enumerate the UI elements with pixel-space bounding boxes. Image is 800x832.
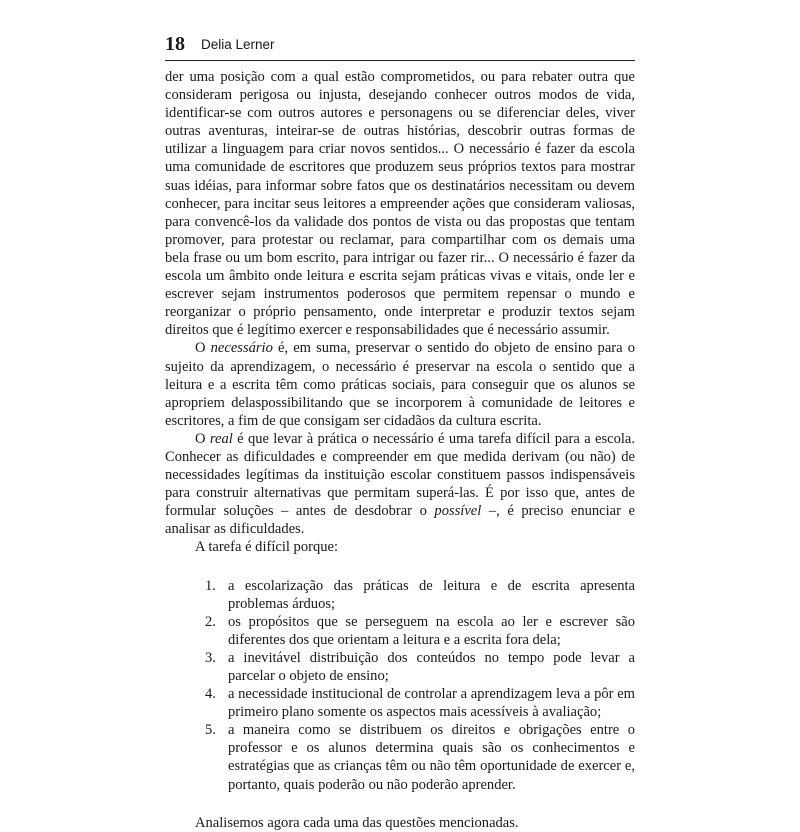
emphasis-real: real <box>209 430 233 447</box>
list-item <box>165 649 635 685</box>
paragraph-3-end: –, é preciso enunciar e analisar as dificuldades. <box>165 503 635 538</box>
list-item-text: a inevitável distribuição dos conteúdos no tempo pode levar a parcelar o objeto de ensino; <box>228 649 635 684</box>
paragraph-2-start: O <box>195 340 211 357</box>
task-intro: A tarefa é difícil porque: <box>195 539 338 556</box>
list-item <box>165 721 635 793</box>
emphasis-possivel: possível <box>434 503 482 520</box>
list-item-number: 3. <box>205 649 216 666</box>
closing-sentence: Analisemos agora cada uma das questões mencionadas. <box>195 814 519 831</box>
list-item-number: 4. <box>205 686 216 703</box>
list-item-text: os propósitos que se perseguem na escola ao ler e escrever são diferentes dos que orientam a leitura e a escrita fora dela; <box>228 613 635 648</box>
list-item <box>165 685 635 721</box>
paragraph-3-mid: é que levar à prática o necessário é uma tarefa difícil para a escola. Conhecer as dificuldades e compreender em que medida derivam (ou não) de necessidades legítimas da instituição escolar constituem passos indispensáveis para construir alternativas que permitam superá-las. É por isso que, antes de formular soluções – antes de desdobrar o <box>165 430 635 520</box>
page-number: 18 <box>165 33 185 55</box>
list-item-number: 2. <box>205 613 216 630</box>
list-item-text: a maneira como se distribuem os direitos e obrigações entre o professor e os alunos determina quais são os conhecimentos e estratégias que as crianças têm ou não têm oportunidade de exercer e, portanto, quais poderão ou não poderão aprender. <box>228 722 635 793</box>
paragraph-3 <box>165 430 635 539</box>
paragraph-2 <box>165 339 635 429</box>
list-item <box>165 577 635 613</box>
list-item-number: 1. <box>205 577 216 594</box>
paragraph-2-rest: é, em suma, preservar o sentido do objeto de ensino para o sujeito da aprendizagem, o necessário é preservar na escola o sentido que a leitura e a escrita têm como práticas sociais, para conseguir que os alunos se apropriem delaspossibilitando que se incorporem à comunidade de leitores e escritores, a fim de que consigam ser cidadãos da cultura escrita. <box>165 340 635 429</box>
emphasis-necessario: necessário <box>210 340 273 357</box>
paragraph-3-start: O <box>195 430 210 447</box>
running-author: Delia Lerner <box>201 37 275 52</box>
list-item-text: a necessidade institucional de controlar a aprendizagem leva a pôr em primeiro plano somente os aspectos mais acessíveis à avaliação; <box>228 686 635 721</box>
running-header <box>165 30 635 61</box>
paragraph-1: der uma posição com a qual estão comprometidos, ou para rebater outra que consideram perigosa ou injusta, desejando conhecer outros modos de vida, identificar-se com outros autores e personagens ou se diferenciar deles, viver outras aventuras, inteirar-se de outras histórias, descobrir outras formas de utilizar a linguagem para criar novos sentidos... O necessário é fazer da escola uma comunidade de escritores que produzem seus próprios textos para mostrar suas idéias, para informar sobre fatos que os destinatários necessitam ou devem conhecer, para incitar seus leitores a empreender ações que consideram valiosas, para convencê-los da validade dos pontos de vista ou das propostas que tentam promover, para protestar ou reclamar, para compartilhar com os demais uma bela frase ou um bom escrito, para intrigar ou fazer rir... O necessário é fazer da escola um âmbito onde leitura e escrita sejam práticas vivas e vitais, onde ler e escrever sejam instrumentos poderosos que permitem repensar o mundo e reorganizar o próprio pensamento, onde interpretar e produzir textos sejam direitos que é legítimo exercer e responsabilidades que é necessário assumir. <box>165 69 635 339</box>
list-item-text: a escolarização das práticas de leitura e de escrita apresenta problemas árduos; <box>228 577 635 612</box>
body-text <box>165 68 635 832</box>
list-item <box>165 613 635 649</box>
list-item-number: 5. <box>205 722 216 739</box>
difficulty-list <box>165 577 635 794</box>
